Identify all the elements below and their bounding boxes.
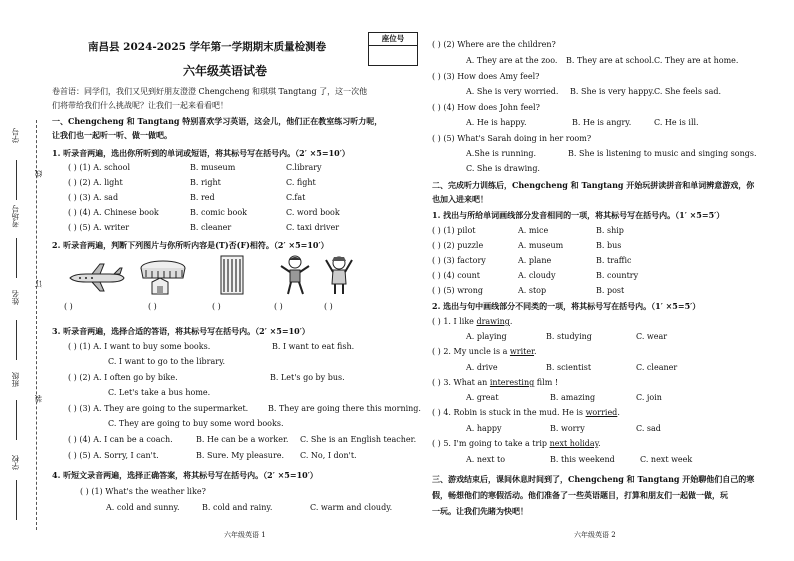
p2-q2-3-opt-b: B. amazing — [550, 393, 596, 402]
exam-subtitle: 六年级英语试卷 — [183, 64, 268, 78]
q3-5-c: C. No, I don't. — [300, 451, 357, 460]
p2-q2-3-opt-c: C. join — [636, 393, 662, 402]
margin-label-xian: 线 — [34, 170, 43, 178]
q4-2-question[interactable]: ( ) (2) Where are the children? — [432, 40, 556, 49]
q1-row-2-b: B. right — [190, 178, 221, 187]
intro-line-1: 卷首语：同学们，我们又见到好朋友澄澄 Chengcheng 和琪琪 Tangtang 了，这一次他 — [52, 87, 368, 96]
q4-2-opt-c: C. They are at home. — [654, 56, 739, 65]
p2-q2-2-opt-c: C. cleaner — [636, 363, 678, 372]
p2-q2-3-sentence[interactable]: ( ) 3. What an interesting film ! — [432, 378, 559, 387]
q1-row-1-b: B. museum — [190, 163, 236, 172]
door-image — [218, 254, 246, 296]
part3-line-3: 一玩。让我们先睹为快吧！ — [432, 506, 528, 516]
q1-row-1-a[interactable]: ( ) (1) A. school — [68, 163, 130, 172]
part2-heading-2: 也加入进来吧！ — [432, 194, 488, 204]
part3-line-2: 假，畅想他们的寒假活动。他们准备了一些英语题目，打算和朋友们一起做一做，玩 — [432, 490, 728, 500]
fill-line — [16, 320, 17, 360]
q1-row-4-c: C. word book — [286, 208, 340, 217]
p2-q2-1-opt-c: C. wear — [636, 332, 668, 341]
q3-1-c: C. I want to go to the library. — [108, 357, 226, 366]
q2-blank-3[interactable]: ( ) — [212, 302, 221, 311]
q1-row-3-c: C.fat — [286, 193, 306, 202]
underlined-word: next holiday — [549, 439, 599, 448]
q4-2-opt-b: B. They are at school. — [566, 56, 655, 65]
q3-3-c: C. They are going to buy some word books. — [108, 419, 284, 428]
q4-1-opt-a: A. cold and sunny. — [106, 503, 180, 512]
p2-q1-row-5-a: A. stop — [518, 286, 547, 295]
q3-1-a[interactable]: ( ) (1) A. I want to buy some books. — [68, 342, 211, 351]
q3-4-b: B. He can be a worker. — [196, 435, 289, 444]
q1-row-2-a[interactable]: ( ) (2) A. light — [68, 178, 123, 187]
q3-2-c: C. Let's take a bus home. — [108, 388, 211, 397]
q3-4-a[interactable]: ( ) (4) A. I can be a coach. — [68, 435, 173, 444]
p2-q2-1-sentence[interactable]: ( ) 1. I like drawing. — [432, 317, 513, 326]
p2-q1-row-3-a: A. plane — [518, 256, 552, 265]
q4-3-opt-b: B. She is very happy. — [570, 87, 655, 96]
p2-q1-row-4[interactable]: ( ) (4) count — [432, 271, 481, 280]
p2-q1-row-1-a: A. mice — [518, 226, 549, 235]
part2-heading: 二、完成听力训练后，Chengcheng 和 Tangtang 开始玩拼读拼音和单词辨意游戏，你 — [432, 180, 755, 190]
p2-q1-row-2-b: B. bus — [596, 241, 622, 250]
p2-q1-title: 1. 找出与所给单词画线部分发音相同的一项，将其标号写在括号内。（1′ ×5=5′） — [432, 210, 725, 220]
p2-q1-row-2-a: A. museum — [518, 241, 564, 250]
p2-q1-row-3-b: B. traffic — [596, 256, 632, 265]
fill-line — [16, 400, 17, 440]
margin-label-xuehao: 学号 — [11, 128, 20, 143]
q1-row-2-c: C. fight — [286, 178, 316, 187]
p2-q1-row-1[interactable]: ( ) (1) pilot — [432, 226, 476, 235]
margin-label-xuexiao: 学校 — [11, 455, 20, 470]
q3-4-c: C. She is an English teacher. — [300, 435, 417, 444]
q4-1-opt-c: C. warm and cloudy. — [310, 503, 393, 512]
q3-5-a[interactable]: ( ) (5) A. Sorry, I can't. — [68, 451, 159, 460]
q1-row-3-b: B. red — [190, 193, 215, 202]
seat-number-box[interactable] — [368, 32, 418, 66]
p2-q2-5-opt-b: B. this weekend — [550, 455, 615, 464]
q1-row-1-c: C.library — [286, 163, 322, 172]
q4-4-opt-b: B. He is angry. — [572, 118, 632, 127]
boy-kungfu-image — [278, 254, 312, 296]
q4-3-question[interactable]: ( ) (3) How does Amy feel? — [432, 72, 540, 81]
exam-title: 南昌县 2024-2025 学年第一学期期末质量检测卷 — [88, 41, 327, 53]
q2-blank-2[interactable]: ( ) — [148, 302, 157, 311]
q2-blank-4[interactable]: ( ) — [274, 302, 283, 311]
airplane-image — [66, 260, 128, 294]
q3-2-b: B. Let's go by bus. — [270, 373, 345, 382]
q2-blank-1[interactable]: ( ) — [64, 302, 73, 311]
q4-1-question[interactable]: ( ) (1) What's the weather like? — [80, 487, 206, 496]
part1-heading-2: 让我们也一起听一听、做一做吧。 — [52, 130, 172, 140]
margin-label-banji: 班级 — [11, 372, 20, 387]
p2-q2-4-opt-c: C. sad — [636, 424, 661, 433]
q4-4-opt-a: A. He is happy. — [466, 118, 527, 127]
p2-q2-4-sentence[interactable]: ( ) 4. Robin is stuck in the mud. He is worried. — [432, 408, 620, 417]
binding-line — [36, 120, 37, 530]
underlined-word: drawing — [476, 317, 510, 326]
p2-q2-2-opt-b: B. scientist — [546, 363, 592, 372]
p2-q1-row-2[interactable]: ( ) (2) puzzle — [432, 241, 484, 250]
q3-3-a[interactable]: ( ) (3) A. They are going to the supermarket. — [68, 404, 249, 413]
p2-q2-1-opt-a: A. playing — [466, 332, 507, 341]
q1-row-4-b: B. comic book — [190, 208, 248, 217]
p2-q1-row-5[interactable]: ( ) (5) wrong — [432, 286, 483, 295]
q4-5-question[interactable]: ( ) (5) What's Sarah doing in her room? — [432, 134, 592, 143]
q4-5-opt-c: C. She is drawing. — [466, 164, 540, 173]
q3-3-b: B. They are going there this morning. — [268, 404, 421, 413]
p2-q2-title: 2. 选出与句中画线部分不同类的一项，将其标号写在括号内。（1′ ×5=5′） — [432, 301, 701, 311]
page-footer-1: 六年级英语 1 — [224, 531, 266, 539]
man-waving-image — [322, 254, 356, 296]
p2-q2-5-opt-a: A. next to — [466, 455, 506, 464]
part1-heading: 一、Chengcheng 和 Tangtang 特别喜欢学习英语，这会儿，他们正在教室练习听力呢， — [52, 116, 383, 126]
q4-3-opt-c: C. She feels sad. — [654, 87, 722, 96]
fill-line — [16, 160, 17, 200]
intro-line-2: 们将带给我们什么挑战呢？让我们一起来看看吧！ — [52, 101, 228, 110]
seat-number-label: 座位号 — [369, 33, 417, 46]
p2-q2-4-opt-a: A. happy — [466, 424, 502, 433]
q4-3-opt-a: A. She is very worried. — [466, 87, 559, 96]
p2-q2-4-opt-b: B. worry — [550, 424, 585, 433]
q4-2-opt-a: A. They are at the zoo. — [466, 56, 558, 65]
q3-1-b: B. I want to eat fish. — [272, 342, 355, 351]
fill-line — [16, 480, 17, 520]
p2-q2-1-opt-b: B. studying — [546, 332, 592, 341]
q1-row-4-a[interactable]: ( ) (4) A. Chinese book — [68, 208, 159, 217]
stadium-museum-image — [138, 258, 188, 296]
q4-title: 4. 听短文录音两遍，选择正确答案，将其标号写在括号内。（2′ ×5=10′） — [52, 470, 318, 480]
p2-q2-5-opt-c: C. next week — [640, 455, 693, 464]
p2-q1-row-5-b: B. post — [596, 286, 625, 295]
p2-q1-row-4-a: A. cloudy — [518, 271, 556, 280]
margin-label-kaochanghao: 考场号 — [11, 205, 20, 228]
margin-label-zhuang: 装 — [34, 395, 43, 403]
p2-q2-5-sentence[interactable]: ( ) 5. I'm going to take a trip next holiday. — [432, 439, 601, 448]
q2-blank-5[interactable]: ( ) — [324, 302, 333, 311]
q3-2-a[interactable]: ( ) (2) A. I often go by bike. — [68, 373, 178, 382]
underlined-word: worried — [585, 408, 618, 417]
q4-1-opt-b: B. cold and rainy. — [202, 503, 273, 512]
q4-4-opt-c: C. He is ill. — [654, 118, 699, 127]
part3-line-1: 三、游戏结束后，课间休息时间到了，Chengcheng 和 Tangtang 开始聊他们自己的寒 — [432, 474, 755, 484]
p2-q1-row-3[interactable]: ( ) (3) factory — [432, 256, 486, 265]
q4-5-opt-a: A.She is running. — [466, 149, 537, 158]
underlined-word: writer — [509, 347, 535, 356]
q1-row-5-c: C. taxi driver — [286, 223, 340, 232]
margin-label-xingming: 姓名 — [11, 290, 20, 305]
p2-q2-2-opt-a: A. drive — [466, 363, 498, 372]
q3-title: 3. 听录音两遍，选择合适的答语，将其标号写在括号内。（2′ ×5=10′） — [52, 326, 310, 336]
q1-row-5-b: B. cleaner — [190, 223, 232, 232]
p2-q1-row-4-b: B. country — [596, 271, 639, 280]
q4-5-opt-b: B. She is listening to music and singing songs. — [568, 149, 757, 158]
q3-5-b: B. Sure. My pleasure. — [196, 451, 285, 460]
q4-4-question[interactable]: ( ) (4) How does John feel? — [432, 103, 540, 112]
margin-label-ding: 订 — [34, 280, 43, 288]
q1-title: 1. 听录音两遍，选出你所听到的单词或短语，将其标号写在括号内。（2′ ×5=10′） — [52, 148, 350, 158]
p2-q2-2-sentence[interactable]: ( ) 2. My uncle is a writer. — [432, 347, 537, 356]
fill-line — [16, 238, 17, 278]
p2-q2-3-opt-a: A. great — [466, 393, 499, 402]
q1-row-3-a[interactable]: ( ) (3) A. sad — [68, 193, 119, 202]
page-footer-2: 六年级英语 2 — [574, 531, 616, 539]
underlined-word: interesting — [489, 378, 535, 387]
q2-title: 2. 听录音两遍，判断下列图片与你所听内容是(T)否(F)相符。（2′ ×5=10′） — [52, 240, 329, 250]
p2-q1-row-1-b: B. ship — [596, 226, 624, 235]
q1-row-5-a[interactable]: ( ) (5) A. writer — [68, 223, 130, 232]
